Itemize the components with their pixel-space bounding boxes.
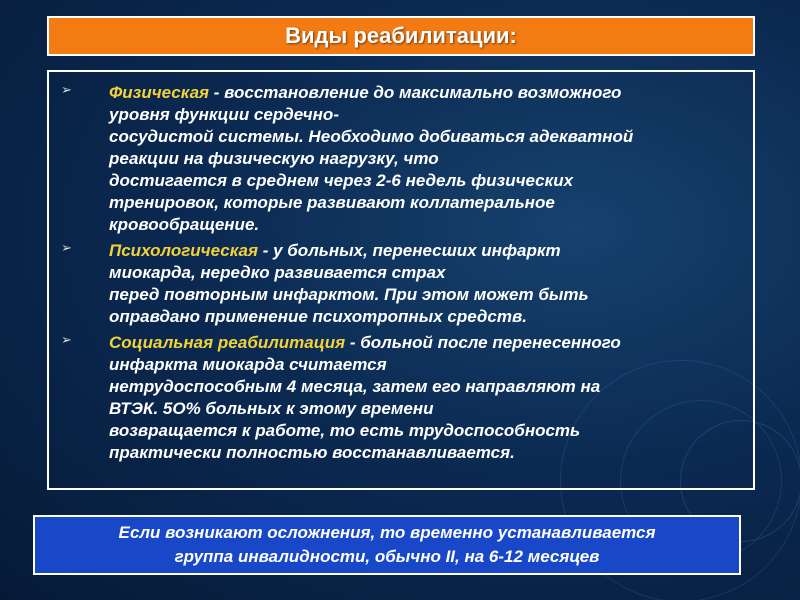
term-social: Социальная реабилитация — [109, 333, 346, 352]
footer-line: Если возникают осложнения, то временно устанавливается — [118, 523, 656, 542]
item-line: практически полностью восстанавливается. — [109, 443, 515, 462]
list-item-text — [109, 240, 721, 328]
footer-note — [33, 515, 741, 575]
item-line: кровообращение. — [109, 215, 260, 234]
list-item-text — [109, 82, 721, 236]
item-line: - больной после перенесенного — [345, 333, 621, 352]
item-line: уровня функции сердечно- — [109, 105, 339, 124]
item-line: достигается в среднем через 2-6 недель физических — [109, 171, 574, 190]
list-item-social — [61, 332, 721, 464]
item-line: перед повторным инфарктом. При этом может быть — [109, 285, 589, 304]
arrow-bullet-icon: ➢ — [61, 332, 72, 347]
item-line: возвращается к работе, то есть трудоспособность — [109, 421, 581, 440]
item-line: ВТЭК. 5О% больных к этому времени — [109, 399, 434, 418]
slide-title: Виды реабилитации: — [285, 23, 517, 48]
title-banner — [47, 16, 755, 56]
list-item-physical — [61, 82, 721, 236]
arrow-bullet-icon: ➢ — [61, 82, 72, 97]
item-line: миокарда, нередко развивается страх — [109, 263, 446, 282]
content-panel — [47, 70, 755, 490]
footer-line: группа инвалидности, обычно II, на 6-12 месяцев — [174, 547, 600, 566]
item-line: тренировок, которые развивают коллатеральное — [109, 193, 555, 212]
term-psychological: Психологическая — [109, 241, 258, 260]
list-item-psychological — [61, 240, 721, 328]
item-line: нетрудоспособным 4 месяца, затем его направляют на — [109, 377, 601, 396]
list-item-text — [109, 332, 721, 464]
item-line: сосудистой системы. Необходимо добиваться адекватной — [109, 127, 634, 146]
arrow-bullet-icon: ➢ — [61, 240, 72, 255]
item-line: реакции на физическую нагрузку, что — [109, 149, 439, 168]
item-line: - восстановление до максимально возможного — [209, 83, 622, 102]
item-line: - у больных, перенесших инфаркт — [258, 241, 561, 260]
item-line: оправдано применение психотропных средств. — [109, 307, 527, 326]
item-line: инфаркта миокарда считается — [109, 355, 387, 374]
term-physical: Физическая — [109, 83, 210, 102]
